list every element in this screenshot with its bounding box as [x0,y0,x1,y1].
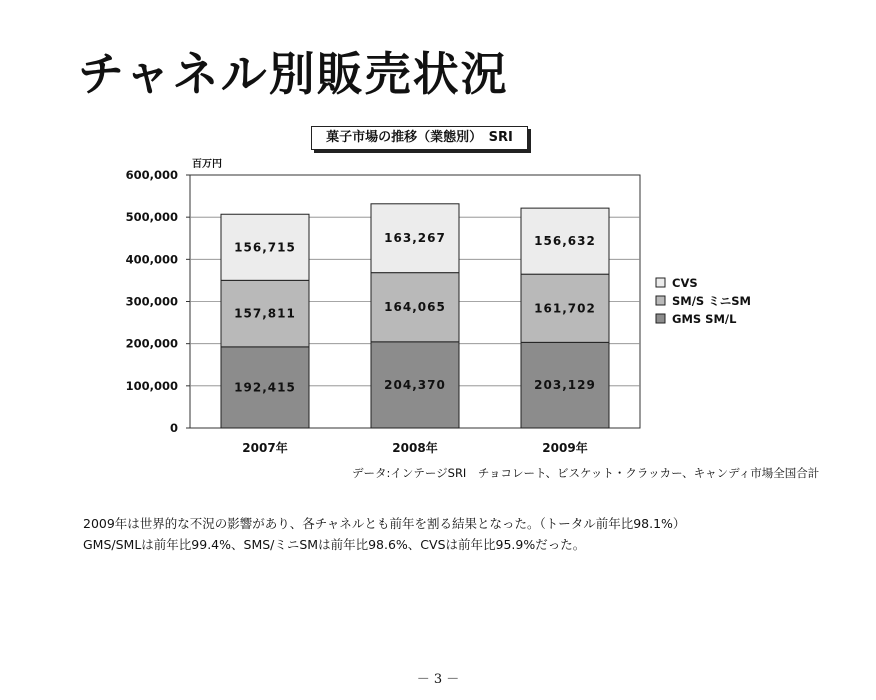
data-label: 192,415 [234,380,296,395]
y-tick-label: 100,000 [125,378,178,393]
y-tick-label: 300,000 [125,294,178,309]
chart-title: 菓子市場の推移（業態別） SRI [311,126,528,150]
y-axis-label: 百万円 [192,159,222,170]
data-label: 157,811 [234,306,296,321]
data-label: 156,632 [534,234,596,249]
y-tick-label: 500,000 [125,210,178,225]
y-tick-label: 200,000 [125,336,178,351]
legend-swatch [656,278,665,287]
legend-swatch [656,296,665,305]
data-label: 203,129 [534,378,596,393]
legend-swatch [656,314,665,323]
x-tick-label: 2008年 [392,441,438,455]
data-label: 164,065 [384,300,446,315]
summary-line: 2009年は世界的な不況の影響があり、各チャネルとも前年を割る結果となった。（トータル前年比98.1%） [83,516,686,531]
x-tick-label: 2007年 [242,441,288,455]
summary-line: GMS/SMLは前年比99.4%、SMS/ミニSMは前年比98.6%、CVSは前年比95.9%だった。 [83,537,586,552]
y-tick-label: 0 [169,421,178,435]
x-tick-label: 2009年 [542,441,588,455]
data-label: 163,267 [384,231,446,246]
legend-label: CVS [672,276,698,290]
data-label: 204,370 [384,377,446,392]
summary-text [83,513,685,555]
y-tick-label: 400,000 [125,252,178,267]
data-label: 161,702 [534,301,596,316]
page-title: チャネル別販売状況 [78,47,509,101]
legend-label: SM/S ミニSM [672,294,751,308]
data-label: 156,715 [234,240,296,255]
source-note: データ:インテージSRI チョコレート、ビスケット・クラッカー、キャンディ市場全国合計 [352,466,820,480]
y-tick-label: 600,000 [125,168,178,182]
page-number: － 3 － [416,672,460,687]
legend-label: GMS SM/L [672,312,737,326]
